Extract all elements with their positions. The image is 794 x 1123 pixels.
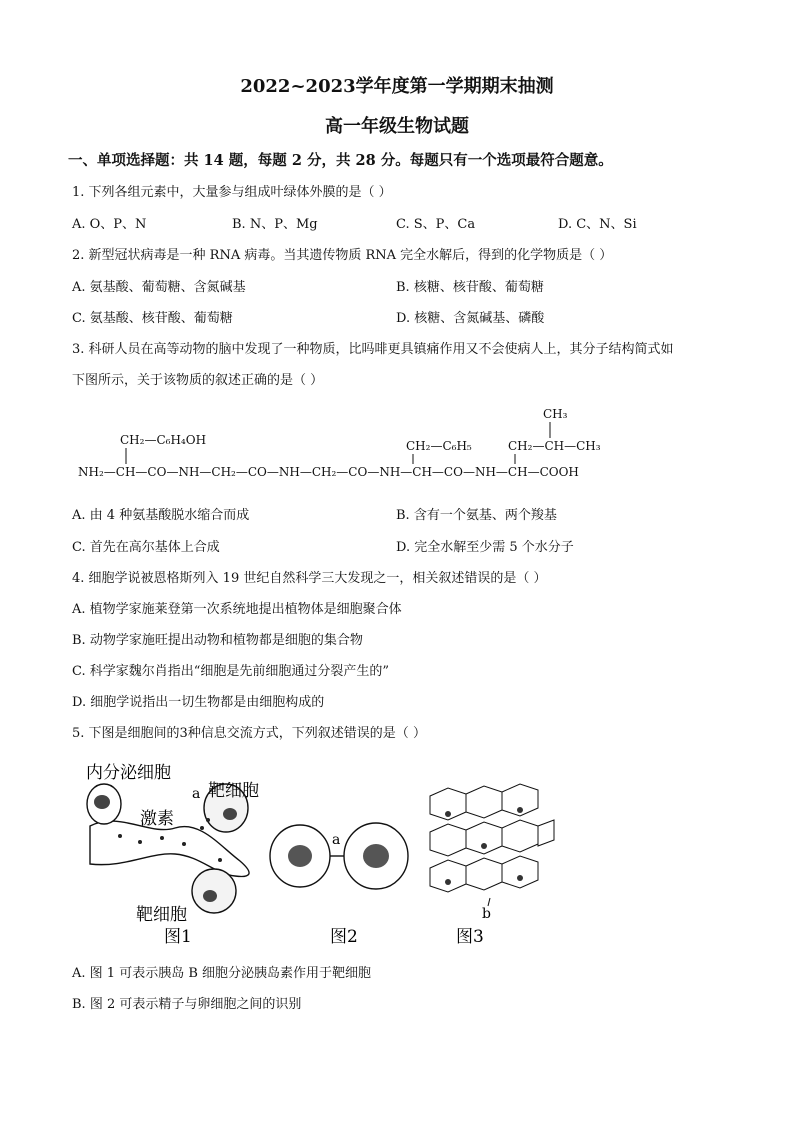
formula-side-chain-1: CH₂—C₆H₄OH [120,433,207,447]
q5-option-b: B. 图 2 可表示精子与卵细胞之间的识别 [72,997,302,1012]
q1-option-c: C. S、P、Ca [396,217,476,232]
page-subtitle: 高一年级生物试题 [325,116,469,137]
q3-option-a: A. 由 4 种氨基酸脱水缩合而成 [72,508,250,523]
nucleus-icon [445,811,451,817]
nucleus-icon [517,875,523,881]
hormone-dot [118,834,122,838]
pointer-line [488,898,490,906]
q2-option-d: D. 核糖、含氮碱基、磷酸 [396,311,545,326]
section-heading: 一、单项选择题：共 14 题，每题 2 分，共 28 分。每题只有一个选项最符合题意。 [68,152,613,169]
formula-backbone: NH₂—CH—CO—NH—CH₂—CO—NH—CH₂—CO—NH—CH—CO—NH—CH—COOH [78,465,579,479]
page-title: 2022~2023学年度第一学期期末抽测 [240,76,554,97]
target-cell-bottom [192,869,236,913]
label-target-cell-top: 靶细胞 [208,781,259,801]
nucleus-icon [203,890,217,902]
question-2-stem: 2. 新型冠状病毒是一种 RNA 病毒。当其遗传物质 RNA 完全水解后，得到的化学物质是（ ） [72,248,613,263]
question-3-stem-line2: 下图所示，关于该物质的叙述正确的是（ ） [72,373,324,388]
q2-option-c: C. 氨基酸、核苷酸、葡萄糖 [72,311,233,326]
hormone-dot [218,858,222,862]
nucleus-icon [517,807,523,813]
formula-side-chain-4: CH₂—C₆H₅ [406,439,472,453]
nucleus-icon [445,879,451,885]
figure-1-endocrine [86,763,259,947]
question-1-stem: 1. 下列各组元素中，大量参与组成叶绿体外膜的是（ ） [72,185,392,200]
figure-1-caption: 图1 [164,927,192,947]
q3-option-b: B. 含有一个氨基、两个羧基 [396,508,557,523]
nucleus-icon [288,845,312,867]
figure-2-caption: 图2 [330,927,358,947]
cell-communication-figure [80,756,570,952]
label-hormone: 激素 [140,809,174,829]
q2-option-b: B. 核糖、核苷酸、葡萄糖 [396,280,544,295]
q4-option-c: C. 科学家魏尔肖指出“细胞是先前细胞通过分裂产生的” [72,664,390,679]
hormone-dot [182,842,186,846]
label-endocrine-cell: 内分泌细胞 [86,763,171,783]
hormone-dot [200,826,204,830]
q4-option-b: B. 动物学家施旺提出动物和植物都是细胞的集合物 [72,633,363,648]
label-target-cell-bottom: 靶细胞 [136,905,187,925]
label-a-fig2: a [332,832,341,848]
q4-option-d: D. 细胞学说指出一切生物都是由细胞构成的 [72,695,325,710]
nucleus-icon [223,808,237,820]
formula-side-chain-5: CH₂—CH—CH₃ [508,439,601,453]
q1-option-b: B. N、P、Mg [232,217,318,232]
q1-option-d: D. C、N、Si [558,217,637,232]
hormone-dot [138,840,142,844]
hormone-dot [160,836,164,840]
q5-option-a: A. 图 1 可表示胰岛 B 细胞分泌胰岛素作用于靶细胞 [72,966,372,981]
label-a-fig1: a [192,786,201,802]
label-b-fig3: b [482,906,491,922]
q2-option-a: A. 氨基酸、葡萄糖、含氮碱基 [72,280,246,295]
peptide-structural-formula [72,400,712,488]
q4-option-a: A. 植物学家施莱登第一次系统地提出植物体是细胞聚合体 [72,602,402,617]
question-5-stem: 5. 下图是细胞间的3种信息交流方式，下列叙述错误的是（ ） [72,726,426,741]
figure-3-plasmodesmata [426,784,558,947]
figure-2-direct-contact [270,823,408,947]
q3-option-d: D. 完全水解至少需 5 个水分子 [396,540,574,555]
nucleus-icon [363,844,389,868]
nucleus-icon [94,795,110,809]
hormone-dot [206,818,210,822]
question-3-stem: 3. 科研人员在高等动物的脑中发现了一种物质，比吗啡更具镇痛作用又不会使病人上，其分子结构简式如 [72,342,674,357]
question-4-stem: 4. 细胞学说被恩格斯列入 19 世纪自然科学三大发现之一，相关叙述错误的是（ ） [72,571,547,586]
q1-option-a: A. O、P、N [72,217,147,232]
figure-3-caption: 图3 [456,927,484,947]
formula-side-chain-5-top: CH₃ [543,407,568,421]
q3-option-c: C. 首先在高尔基体上合成 [72,540,220,555]
nucleus-icon [481,843,487,849]
